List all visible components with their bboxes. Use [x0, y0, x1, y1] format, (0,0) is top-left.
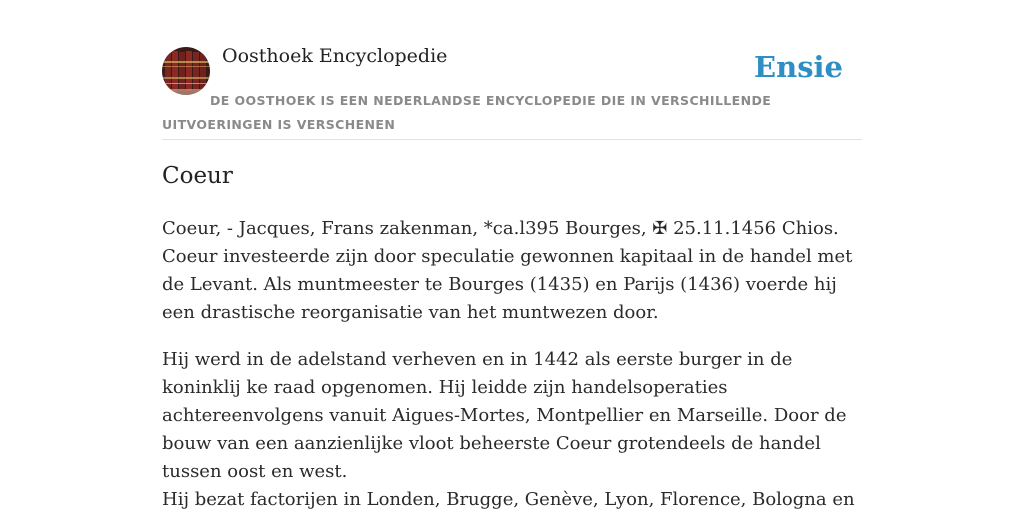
site-avatar[interactable] — [162, 47, 210, 95]
article-paragraph: Hij werd in de adelstand verheven en in 1442 als eerste burger in de koninklij ke raad opgenomen. Hij leidde zijn handelsoperaties achtereenvolgens vanuit Aigues-Mortes, Montpellier en Marseille. Door de bouw van een aanzienlijke vloot beheerste Coeur grotendeels de handel tussen oost en west. — [162, 349, 847, 482]
site-header — [162, 0, 862, 140]
article-title: Coeur — [162, 163, 233, 189]
encyclopedia-books-icon — [162, 47, 210, 95]
article-paragraph: Coeur, - Jacques, Frans zakenman, *ca.l395 Bourges, ✠ 25.11.1456 Chios. Coeur investeerde zijn door speculatie gewonnen kapitaal in de handel met de Levant. Als muntmeester te Bourges (1435) en Parijs (1436) voerde hij een drastische reorganisatie van het muntwezen door. — [162, 218, 853, 323]
site-title-link[interactable]: Oosthoek Encyclopedie — [222, 45, 448, 67]
main-content — [162, 0, 862, 510]
site-tagline: DE OOSTHOEK IS EEN NEDERLANDSE ENCYCLOPEDIE DIE IN VERSCHILLENDE UITVOERINGEN IS VERSCHENEN — [162, 93, 772, 132]
article-paragraph: Hij bezat factorijen in Londen, Brugge, Genève, Lyon, Florence, Bologna en — [162, 489, 855, 510]
ensie-logo-link[interactable]: Ensie — [754, 50, 843, 84]
